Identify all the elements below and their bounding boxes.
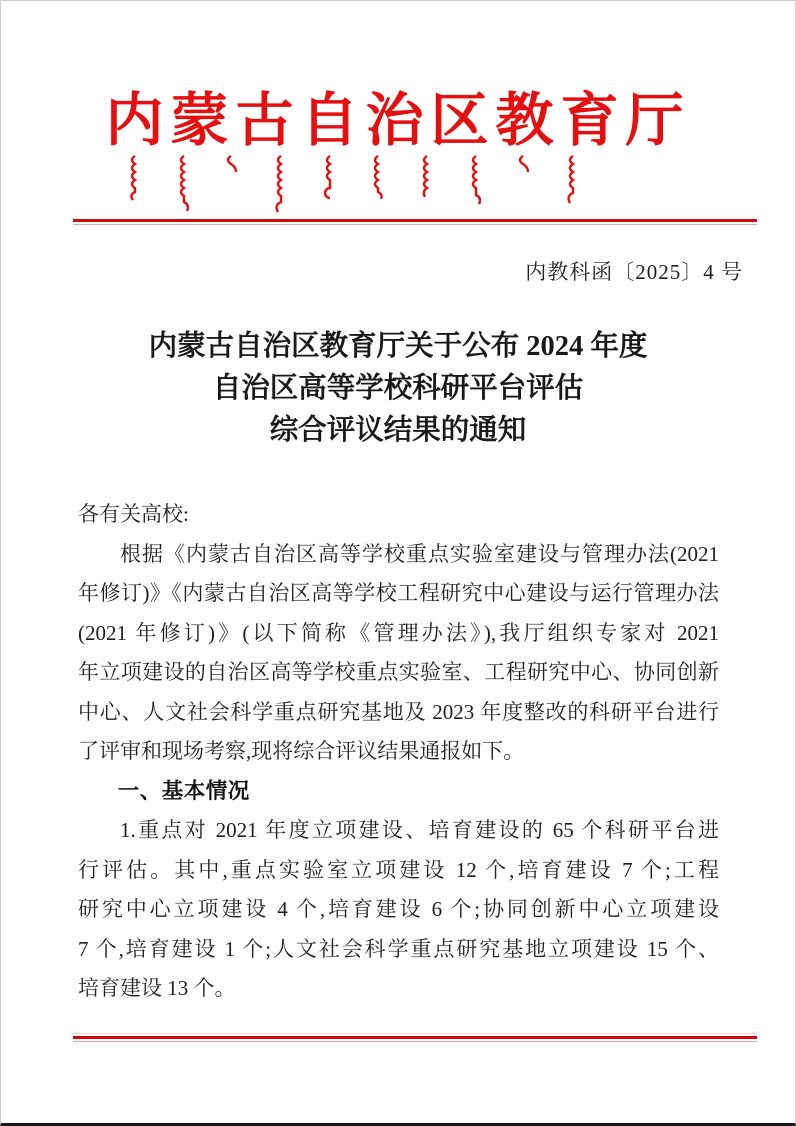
paragraph-line: (2021 年修订)》(以下简称《管理办法》),我厅组织专家对 2021 (78, 620, 719, 645)
mongolian-word-icon (322, 155, 336, 203)
mongolian-word-icon (468, 155, 482, 205)
org-name: 内蒙古自治区教育厅 (105, 88, 691, 153)
section-heading: 一、基本情况 (117, 778, 250, 803)
mongolian-word-icon (176, 155, 190, 211)
mongolian-word-icon (127, 155, 141, 201)
paragraph-line: 7 个,培育建设 1 个;人文社会科学重点研究基地立项建设 15 个、 (78, 936, 719, 961)
paragraph-line: 1.重点对 2021 年度立项建设、培育建设的 65 个科研平台进 (120, 818, 719, 842)
mongolian-word-icon (516, 155, 530, 173)
footer-rule (73, 1033, 757, 1042)
footer-rule-halo-line (73, 1033, 757, 1034)
mongolian-word-icon (273, 155, 287, 215)
paragraph-line: 培育建设 13 个。 (78, 976, 236, 1000)
mongolian-word-icon (419, 155, 433, 197)
title-line: 内蒙古自治区教育厅关于公布 2024 年度 (148, 331, 648, 362)
doc-title (1, 326, 795, 452)
paragraph-line: 研究中心立项建设 4 个,培育建设 6 个;协同创新中心立项建设 (78, 897, 719, 921)
footer-rule-thin-line (73, 1041, 757, 1042)
mongolian-script-row (127, 155, 579, 217)
mongolian-word-icon (224, 155, 238, 173)
paragraph-line: 中心、人文社会科学重点研究基地及 2023 年度整改的科研平台进行 (78, 699, 719, 724)
paragraph-line: 年修订)》《内蒙古自治区高等学校工程研究中心建设与运行管理办法 (78, 581, 719, 605)
mongolian-word-icon (565, 155, 579, 205)
paragraph-line: 行评估。其中,重点实验室立项建设 12 个,培育建设 7 个;工程 (78, 857, 719, 882)
doc-body (78, 495, 719, 1009)
header-rule-thin-line (73, 224, 757, 225)
paragraph-line: 了评审和现场考察,现将综合评议结果通报如下。 (78, 739, 525, 763)
salutation: 各有关高校: (78, 502, 189, 526)
footer-rule-thick-line (73, 1036, 757, 1039)
paragraph-line: 年立项建设的自治区高等学校重点实验室、工程研究中心、协同创新 (78, 660, 719, 684)
header-rule (73, 219, 757, 225)
doc-number: 内教科函〔2025〕4 号 (525, 260, 743, 284)
title-line: 自治区高等学校科研平台评估 (212, 373, 584, 404)
mongolian-word-icon (370, 155, 384, 199)
title-line: 综合评议结果的通知 (269, 415, 527, 446)
paragraph-line: 根据《内蒙古自治区高等学校重点实验室建设与管理办法(2021 (120, 541, 719, 566)
header-rule-thick-line (73, 219, 757, 222)
